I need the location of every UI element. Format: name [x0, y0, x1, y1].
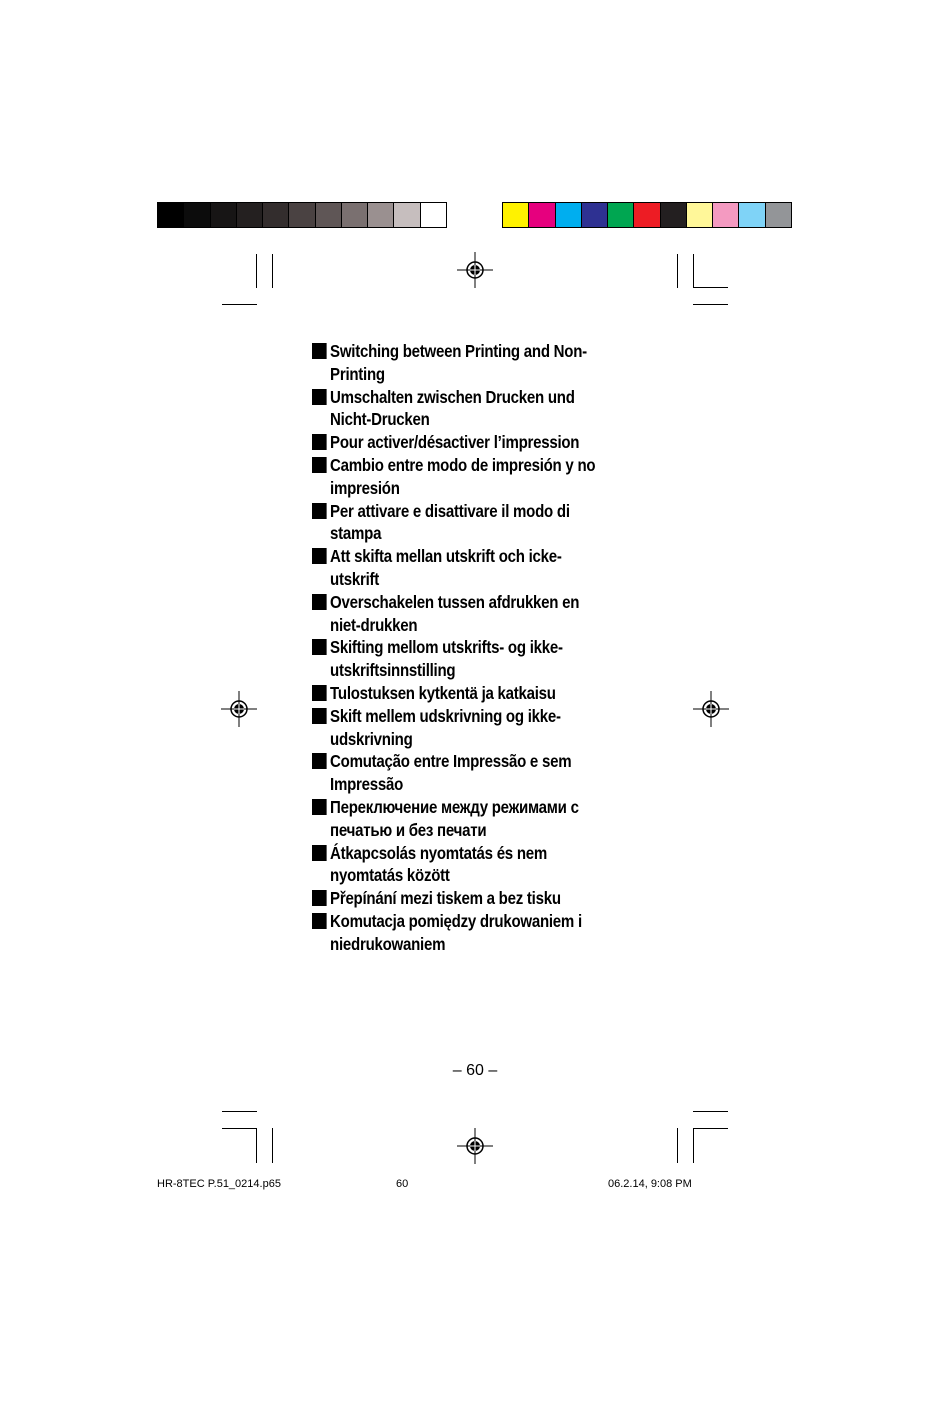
square-bullet-icon — [312, 845, 327, 861]
gray-swatch — [184, 203, 210, 227]
color-swatch — [687, 203, 713, 227]
section-heading — [312, 705, 604, 751]
crop-mark — [256, 1128, 257, 1163]
heading-text: Переключение между режимами с печатью и без печати — [330, 796, 579, 840]
square-bullet-icon — [312, 457, 327, 473]
square-bullet-icon — [312, 685, 327, 701]
crop-mark — [222, 304, 257, 305]
crop-mark — [693, 287, 728, 288]
footer-datetime: 06.2.14, 9:08 PM — [608, 1178, 692, 1190]
section-heading — [312, 340, 604, 386]
square-bullet-icon — [312, 389, 327, 405]
crop-mark — [693, 304, 728, 305]
section-heading — [312, 636, 604, 682]
gray-swatch — [394, 203, 420, 227]
heading-text: Cambio entre modo de impresión y no impresión — [330, 454, 596, 498]
crop-mark — [693, 1128, 728, 1129]
color-swatch — [503, 203, 529, 227]
gray-swatch — [342, 203, 368, 227]
square-bullet-icon — [312, 708, 327, 724]
color-swatch — [582, 203, 608, 227]
section-heading — [312, 386, 604, 432]
crop-mark — [272, 254, 273, 288]
crop-mark — [677, 1128, 678, 1163]
square-bullet-icon — [312, 639, 327, 655]
gray-swatch — [421, 203, 446, 227]
color-swatch — [661, 203, 687, 227]
gray-swatch — [263, 203, 289, 227]
gray-swatch — [211, 203, 237, 227]
gray-swatch — [158, 203, 184, 227]
heading-text: Tulostuksen kytkentä ja katkaisu — [330, 682, 556, 703]
section-heading — [312, 910, 604, 956]
color-swatch — [713, 203, 739, 227]
heading-text: Switching between Printing and Non-Printing — [330, 341, 587, 384]
gray-swatch — [316, 203, 342, 227]
section-heading — [312, 842, 604, 888]
square-bullet-icon — [312, 548, 327, 564]
section-heading — [312, 545, 604, 591]
registration-mark-icon — [457, 252, 493, 288]
registration-mark-icon — [221, 691, 257, 727]
square-bullet-icon — [312, 913, 327, 929]
registration-mark-icon — [457, 1128, 493, 1164]
crop-mark — [677, 254, 678, 288]
section-heading — [312, 750, 604, 796]
heading-text: Umschalten zwischen Drucken und Nicht-Drucken — [330, 386, 575, 430]
gray-swatch — [289, 203, 315, 227]
footer-page: 60 — [396, 1178, 409, 1190]
heading-text: Per attivare e disattivare il modo di stampa — [330, 500, 570, 544]
crop-mark — [256, 254, 257, 288]
section-heading — [312, 431, 604, 454]
crop-mark — [272, 1128, 273, 1163]
section-heading — [312, 887, 604, 910]
square-bullet-icon — [312, 434, 327, 450]
heading-text: Komutacja pomiędzy drukowaniem i niedrukowaniem — [330, 910, 582, 954]
square-bullet-icon — [312, 343, 327, 359]
square-bullet-icon — [312, 594, 327, 610]
crop-mark — [693, 1128, 694, 1163]
grayscale-calibration-bar — [157, 202, 447, 228]
heading-text: Att skifta mellan utskrift och icke-utskrift — [330, 546, 562, 589]
section-heading — [312, 454, 604, 500]
section-heading — [312, 500, 604, 546]
color-swatch — [556, 203, 582, 227]
square-bullet-icon — [312, 799, 327, 815]
gray-swatch — [237, 203, 263, 227]
registration-mark-icon — [693, 691, 729, 727]
color-swatch — [766, 203, 791, 227]
gray-swatch — [368, 203, 394, 227]
section-heading — [312, 682, 604, 705]
crop-mark — [693, 1111, 728, 1112]
heading-text: Skift mellem udskrivning og ikke-udskrivning — [330, 705, 561, 749]
crop-mark — [222, 1128, 257, 1129]
section-heading — [312, 796, 604, 842]
footer-filename: HR-8TEC P.51_0214.p65 — [157, 1178, 281, 1190]
heading-text: Comutação entre Impressão e sem Impressão — [330, 751, 572, 795]
color-swatch — [529, 203, 555, 227]
crop-mark — [222, 1111, 257, 1112]
square-bullet-icon — [312, 890, 327, 906]
color-swatch — [608, 203, 634, 227]
color-swatch — [634, 203, 660, 227]
heading-text: Přepínání mezi tiskem a bez tisku — [330, 888, 561, 909]
heading-text: Pour activer/désactiver l’impression — [330, 432, 580, 453]
heading-text: Skifting mellom utskrifts- og ikke-utskriftsinnstilling — [330, 637, 563, 681]
heading-text: Overschakelen tussen afdrukken en niet-drukken — [330, 591, 580, 635]
section-heading — [312, 591, 604, 637]
color-swatch — [739, 203, 765, 227]
page-number: – 60 – — [452, 1062, 498, 1079]
square-bullet-icon — [312, 503, 327, 519]
square-bullet-icon — [312, 753, 327, 769]
color-calibration-bar — [502, 202, 792, 228]
crop-mark — [693, 254, 694, 288]
heading-text: Átkapcsolás nyomtatás és nem nyomtatás között — [330, 842, 548, 886]
heading-list — [312, 340, 604, 956]
